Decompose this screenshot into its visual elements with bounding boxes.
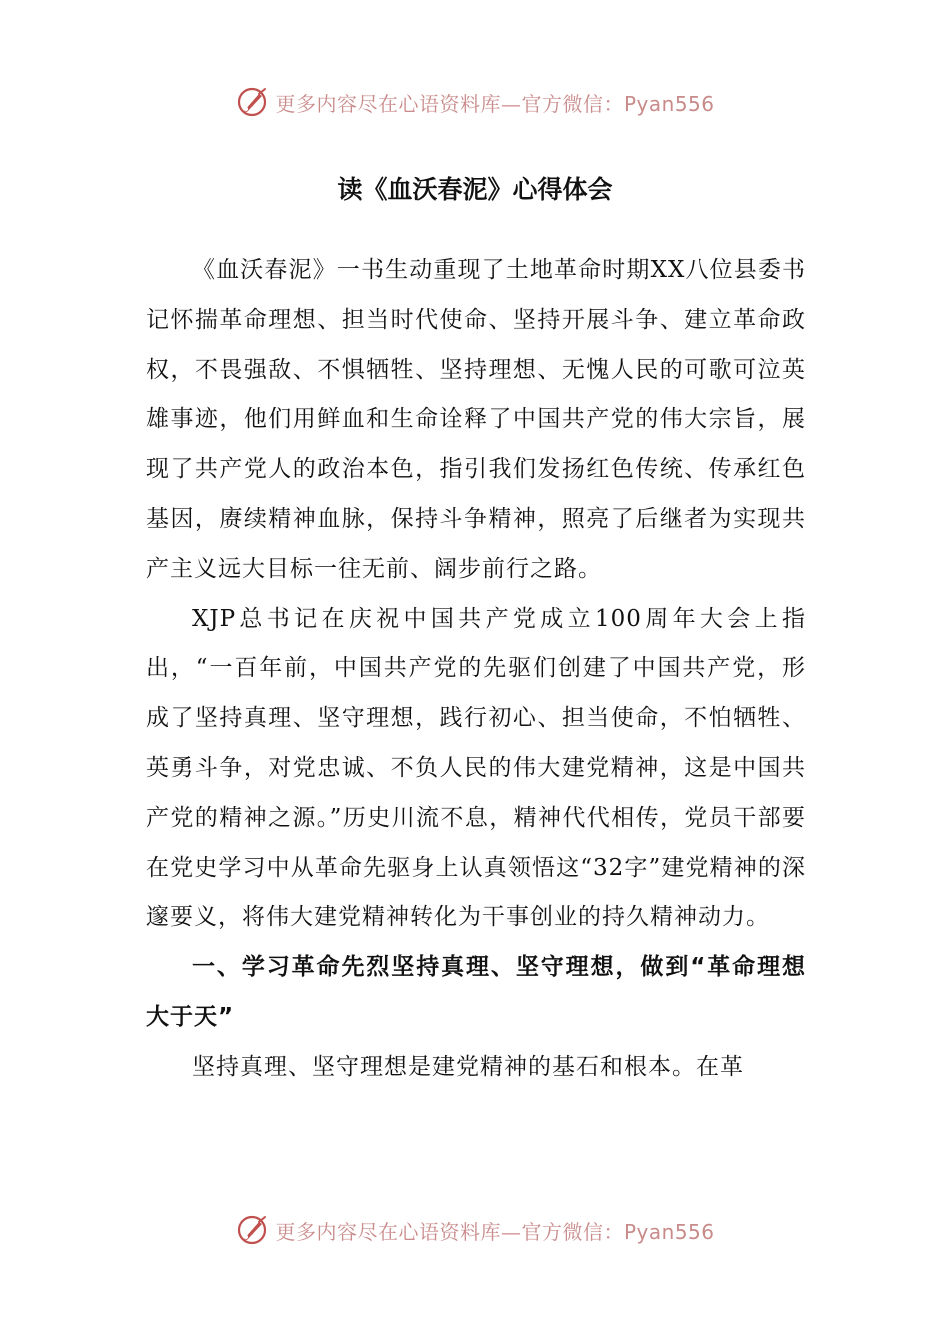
- watermark-text: [275, 1216, 714, 1245]
- watermark-label: 更多内容尽在心语资料库—官方微信：: [275, 91, 624, 116]
- paragraph-1: 《血沃春泥》一书生动重现了土地革命时期XX八位县委书记怀揣革命理想、担当时代使命、坚持开展斗争、建立革命政权，不畏强敌、不惧牺牲、坚持理想、无愧人民的可歌可泣英雄事迹，他们用鲜血和生命诠释了中国共产党的伟大宗旨，展现了共产党人的政治本色，指引我们发扬红色传统、传承红色基因，赓续精神血脉，保持斗争精神，照亮了后继者为实现共产主义远大目标一往无前、阔步前行之路。: [146, 257, 806, 582]
- watermark-account: Pyan556: [623, 1219, 715, 1244]
- watermark-label: 更多内容尽在心语资料库—官方微信：: [275, 1219, 624, 1244]
- paragraph-2: XJP总书记在庆祝中国共产党成立100周年大会上指出，“一百年前，中国共产党的先驱们创建了中国共产党，形成了坚持真理、坚守理想，践行初心、担当使命，不怕牺牲、英勇斗争，对党忠诚、不负人民的伟大建党精神，这是中国共产党的精神之源。”历史川流不息，精神代代相传，党员干部要在党史学习中从革命先驱身上认真领悟这“32字”建党精神的深邃要义，将伟大建党精神转化为干事创业的持久精神动力。: [146, 605, 806, 931]
- quill-pen-logo-icon: [235, 85, 269, 119]
- paragraph-3: 坚持真理、坚守理想是建党精神的基石和根本。在革: [192, 1053, 744, 1080]
- document-body: [146, 246, 806, 1093]
- watermark-banner-bottom: [0, 1210, 950, 1250]
- watermark-text: [275, 88, 714, 117]
- watermark-account: Pyan556: [623, 91, 715, 116]
- section-heading-1: 一、学习革命先烈坚持真理、坚守理想，做到“革命理想大于天”: [146, 954, 806, 1030]
- document-title: 读《血沃春泥》心得体会: [337, 175, 613, 204]
- quill-pen-logo-icon: [235, 1213, 269, 1247]
- watermark-banner-top: [0, 82, 950, 122]
